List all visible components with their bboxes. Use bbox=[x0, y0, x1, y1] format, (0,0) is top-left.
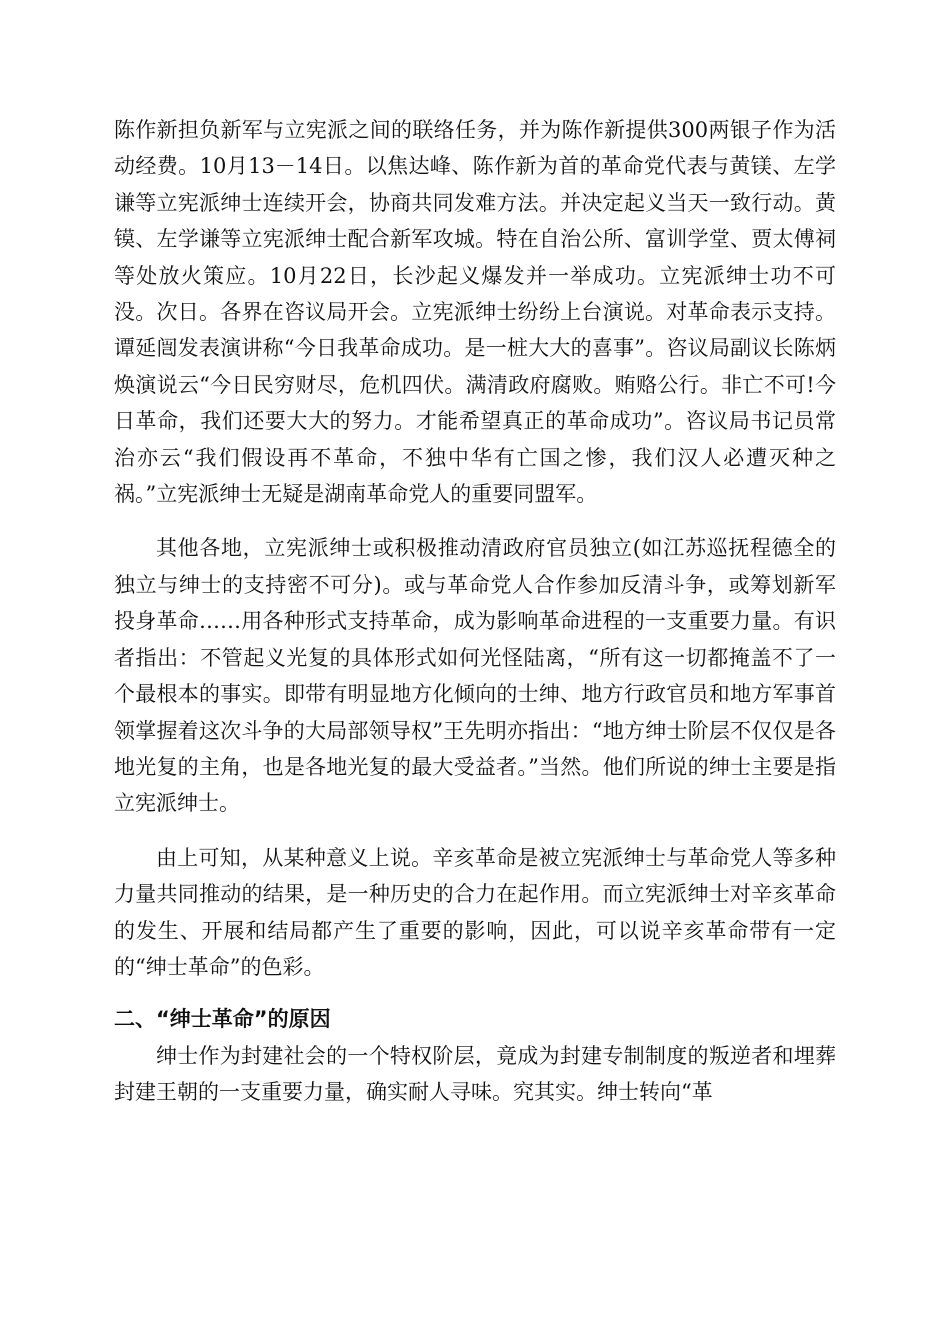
paragraph-other-regions: 其他各地，立宪派绅士或积极推动清政府官员独立(如江苏巡抚程德全的独立与绅士的支持密不可分)。或与革命党人合作参加反清斗争，或筹划新军投身革命……用各种形式支持革命，成为影响革命进程的一支重要力量。有识者指出：不管起义光复的具体形式如何光怪陆离，“所有这一切都掩盖不了一个最根本的事实。即带有明显地方化倾向的士绅、地方行政官员和地方军事首领掌握着这次斗争的大局部领导权”王先明亦指出：“地方绅士阶层不仅仅是各地光复的主角，也是各地光复的最大受益者。”当然。他们所说的绅士主要是指立宪派绅士。 bbox=[114, 536, 836, 816]
paragraph-gentry-reasons: 绅士作为封建社会的一个特权阶层，竟成为封建专制制度的叛逆者和埋葬封建王朝的一支重要力量，确实耐人寻味。究其实。绅士转向“革 bbox=[114, 1043, 836, 1105]
document-page bbox=[114, 112, 836, 1111]
section-heading: 二、“绅士革命”的原因 bbox=[114, 1007, 331, 1032]
paragraph-conclusion: 由上可知，从某种意义上说。辛亥革命是被立宪派绅士与革命党人等多种力量共同推动的结果，是一种历史的合力在起作用。而立宪派绅士对辛亥革命的发生、开展和结局都产生了重要的影响，因此，可以说辛亥革命带有一定的“绅士革命”的色彩。 bbox=[114, 845, 836, 979]
paragraph-changsha-uprising: 陈作新担负新军与立宪派之间的联络任务，并为陈作新提供300两银子作为活动经费。10月13－14日。以焦达峰、陈作新为首的革命党代表与黄镁、左学谦等立宪派绅士连续开会，协商共同发难方法。并决定起义当天一致行动。黄镆、左学谦等立宪派绅士配合新军攻城。特在自治公所、富训学堂、贾太傅祠等处放火策应。10月22日，长沙起义爆发并一举成功。立宪派绅士功不可没。次日。各界在咨议局开会。立宪派绅士纷纷上台演说。对革命表示支持。谭延闿发表演讲称“今日我革命成功。是一桩大大的喜事”。咨议局副议长陈炳焕演说云“今日民穷财尽，危机四伏。满清政府腐败。贿赂公行。非亡不可!今日革命，我们还要大大的努力。才能希望真正的革命成功”。咨议局书记员常治亦云“我们假设再不革命，不独中华有亡国之惨，我们汉人必遭灭种之祸。”立宪派绅士无疑是湖南革命党人的重要同盟军。 bbox=[114, 118, 836, 507]
